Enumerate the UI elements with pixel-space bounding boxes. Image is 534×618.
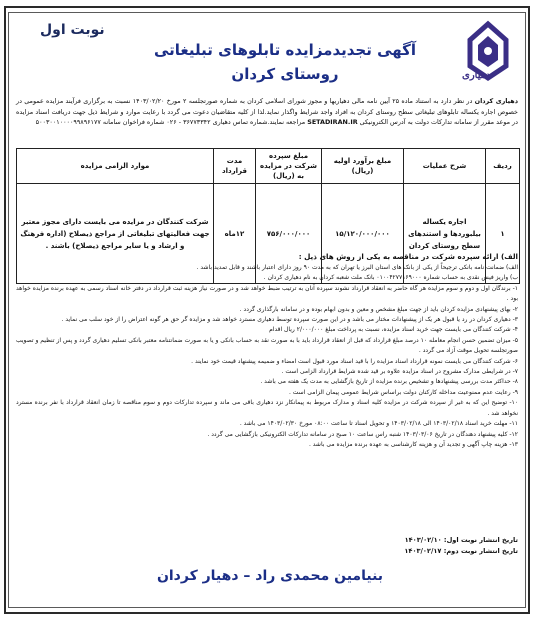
term-item: ۷- در شرایطی مدارک مشروح در اسناد مزایده علاوه بر قید شده شرایط قرارداد الزامی است . — [281, 368, 518, 376]
cell-duration: ۱۲ماه — [214, 184, 256, 284]
cell-index: ۱ — [486, 184, 520, 284]
cell-deposit: ۷۵۶/۰۰۰/۰۰۰ — [256, 184, 322, 284]
second-publication-date: تاریخ انتشار نوبت دوم: ۱۴۰۳/۰۲/۱۷ — [404, 547, 518, 555]
title-line-1: آگهی تجدیدمزایده تابلوهای تبلیغاتی — [153, 41, 417, 59]
term-item: ۴- شرکت کنندگان می بایست جهت خرید اسناد مزایده، نسبت به پرداخت مبلغ ۲/۰۰۰/۰۰۰ ریال اقدام — [269, 326, 518, 334]
table-header-row — [17, 149, 520, 184]
term-item: ۱۰- توضیح این که به غیر از سپرده شرکت در مزایده کلیه اسناد و مدارک مربوط به پیمانکار نزد دهیاری باقی می ماند و سپرده تدارکات دوم و سوم مناقصه تا زمان انعقاد قرارداد با نفر برنده مسترد نخواهد شد . — [16, 399, 518, 417]
term-item: الف) ضمانت نامه بانکی ترجیحاً از یکی از بانک های استان البرز یا تهران که به مدت ۹۰ روز دارای اعتبار باشند و قابل تمدید باشد . — [196, 264, 518, 271]
signature: بنیامین محمدی راد – دهیار کردان — [156, 568, 384, 584]
title-line-2: روستای کردان — [231, 65, 339, 83]
first-publication-date: تاریخ انتشار نوبت اول: ۱۴۰۳/۰۲/۱۰ — [404, 536, 518, 544]
logo-text: دهیاری — [462, 70, 491, 81]
term-item: ۱- برندگان اول و دوم و سوم مزایده هر گاه حاضر به انعقاد قرارداد نشوند سپرده آنان به ترتیب ضبط خواهد شد و در صورت نیاز هزینه ثبت قرارداد در دفتر خانه اسناد رسمی به عهده برنده مزایده خواهد بود . — [16, 284, 518, 303]
intro-site: SETADIRAN.IR — [307, 118, 358, 126]
term-item: ۶- شرکت کنندگان می بایست نمونه قرارداد اسناد مزایده را با قید اسناد مورد قبول است امضاء و ضمیمه پیشنهاد قیمت خود نمایند . — [191, 357, 518, 365]
col-deposit-header: مبلغ سپرده شرکت در مزایده به (ریال) — [256, 149, 322, 184]
term-item: ب) واریز فیش نقدی به حساب شماره ۰۱۰۰۴۲۷۷۱۶۹۰۰۰ بانک ملت شعبه کردان به نام دهیاری کردان . — [263, 274, 518, 282]
col-requirements-header: موارد الزامی مزایده — [17, 149, 214, 184]
col-index-header: ردیف — [486, 149, 520, 184]
term-item: ۱۱- مهلت خرید اسناد ۱۴۰۳/۰۲/۱۸ الی ۱۴۰۳/۰۲/۱۸ و تحویل اسناد تا ساعت ۰۸:۰۰ مورخ ۱۴۰۳/۰۲/۳۰ می باشد . — [239, 420, 518, 428]
cell-estimate: ۱۵/۱۲۰/۰۰۰/۰۰۰ — [322, 184, 404, 284]
col-description-header: شرح عملیات — [404, 149, 486, 184]
term-item: ۲- بهای پیشنهادی مزایده کردان باید از جهت مبلغ مشخص و معین و بدون ابهام بوده و در سامانه بارگذاری گردد . — [239, 305, 518, 313]
intro-paragraph — [16, 96, 518, 128]
term-item: ۹- رعایت عدم ممنوعیت مداخله کارکنان دولت براساس شرایط عمومی پیمان الزامی است . — [288, 388, 518, 396]
term-item: ۱۳- هزینه چاپ آگهی و تجدید آن و هزینه کارشناسی به عهده برنده مزایده می باشد . — [308, 440, 518, 448]
cell-description: اجاره یکساله بیلبوردها و استندهای سطح روستای کردان — [404, 184, 486, 284]
col-estimate-header: مبلغ برآورد اولیه (ریال) — [322, 149, 404, 184]
term-item: ۸- حداکثر مدت بررسی پیشنهادها و تشخیص برنده مزایده از تاریخ بازگشایی به مدت یک هفته می باشد . — [260, 378, 518, 386]
terms-title: الف) ارائه سپرده شرکت در مناقصه به یکی از روش های ذیل : — [298, 252, 518, 261]
intro-text-2: مراجعه نمایند.شماره تماس دهیاری ۳۶۷۷۳۳۴۲ - ۰۲۶ شماره فراخوان سامانه ۵۰۰۳۰۰۱۰۰۰۰۹۹۸۹۶۱۷۷ — [35, 118, 308, 126]
term-item: ۳- دهیاری کردان در رد یا قبول هر یک از پیشنهادات مختار می باشد و در این صورت سپرده توسط دهیاری مسترد خواهد شد و مزایده گر حق هر گونه اعتراض را از خود سلب می نماید . — [61, 316, 518, 324]
publication-dates — [300, 535, 518, 557]
terms-list — [16, 263, 518, 450]
intro-text: در نظر دارد به استناد ماده ۲۵ آیین نامه مالی دهیاریها و مجوز شورای اسلامی کردان به شماره صورتجلسه ۲ مورخ ۱۴۰۳/۰۲/۲۰ نسبت به برگزاری فرآیند مزایده عمومی در خصوص اجاره یکساله تابلوهای تبلیغاتی سطح روستای کردان به افراد واجد شرایط واگذار نماید.لذا از کلیه متقاضیان دعوت می گردد با رعایت موارد و شرایط ذیل جهت دریافت اسناد مزایده در موعد مقرر از سامانه تدارکات دولت به آدرس الکترونیکی — [16, 97, 518, 126]
cell-requirements: شرکت کنندگان در مزایده می بایست دارای مجوز معتبر جهت فعالیتهای تبلیغاتی از مراجع ذیصلاح (اداره فرهنگ و ارشاد و یا سایر مراجع ذیصلاح) باشند . — [17, 184, 214, 284]
col-duration-header: مدت قرارداد — [214, 149, 256, 184]
notice-round: نوبت اول — [40, 22, 105, 38]
term-item: ۵- میزان تضمین حسن انجام معامله ۱۰ درصد مبلغ قرارداد که قبل از انعقاد قرارداد باید با به صورت نقد به حساب بانکی و یا به صورت ضمانتنامه معتبر بانکی تسلیم دهیاری گردد و پس از تنظیم و تصویب صورتجلسه تحویل موقت آزاد می گردد . — [16, 336, 518, 355]
intro-lead: دهیاری کردان — [474, 97, 518, 105]
term-item: ۱۲- کلیه پیشنهاد دهندگان در تاریخ ۱۴۰۳/۰۳/۰۶ شنبه راس ساعت ۱۰ صبح در سامانه تدارکات الکترونیکی بازگشایی می گردد . — [207, 430, 518, 438]
page-title — [140, 38, 430, 86]
